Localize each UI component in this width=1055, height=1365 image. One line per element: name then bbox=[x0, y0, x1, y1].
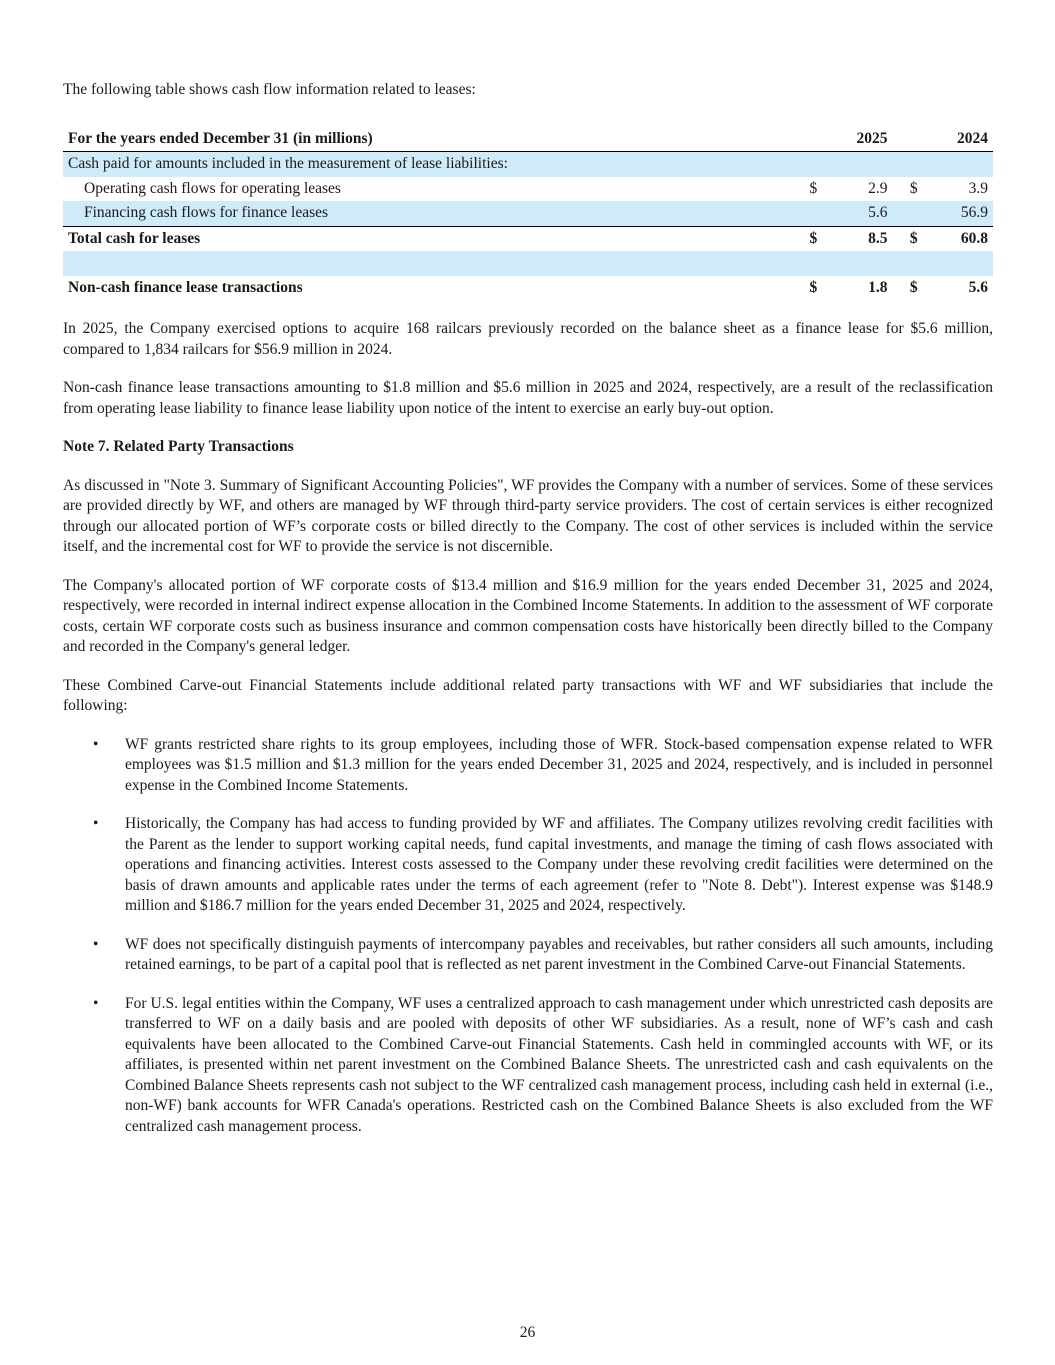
list-item bbox=[63, 814, 993, 917]
value-2024: 3.9 bbox=[968, 179, 988, 197]
paragraph-noncash: Non-cash finance lease transactions amounting to $1.8 million and $5.6 million in 2025 and 2024, respectively, are a result of the reclassification from operating lease liability to finance lease liability upon notice of the intent to exercise an early buy-out option. bbox=[63, 379, 993, 417]
lease-cash-flow-table bbox=[63, 127, 993, 301]
bullet-icon: • bbox=[93, 735, 99, 753]
section-label: Cash paid for amounts included in the measurement of lease liabilities: bbox=[63, 152, 993, 177]
table-header-row bbox=[63, 127, 993, 152]
list-item-text: WF grants restricted share rights to its group employees, including those of WFR. Stock-based compensation expense related to WFR employees was $1.5 million and $1.3 million for the years ended December 31, 2025 and 2024, respectively, and is included in personnel expense in the Combined Income Statements. bbox=[125, 735, 993, 794]
list-item bbox=[63, 735, 993, 797]
noncash-2025: 1.8 bbox=[868, 278, 888, 296]
bullet-icon: • bbox=[93, 994, 99, 1012]
paragraph-railcars: In 2025, the Company exercised options to acquire 168 railcars previously recorded on the balance sheet as a finance lease for $5.6 million, compared to 1,834 railcars for $56.9 million in 2024. bbox=[63, 320, 993, 358]
currency-symbol: $ bbox=[809, 179, 818, 197]
table-row bbox=[63, 177, 993, 202]
page-number: 26 bbox=[519, 1324, 536, 1341]
total-label: Total cash for leases bbox=[63, 226, 792, 251]
paragraph-related-party: These Combined Carve-out Financial Statements include additional related party transactions with WF and WF subsidiaries that include the following: bbox=[63, 676, 993, 714]
paragraph-corporate-costs: The Company's allocated portion of WF corporate costs of $13.4 million and $16.9 million for the years ended December 31, 2025 and 2024, respectively, were recorded in internal indirect expense allocation in the Combined Income Statements. In addition to the assessment of WF corporate costs, certain WF corporate costs such as business insurance and common compensation costs have historically been directly billed to the Company and recorded in the Company's general ledger. bbox=[63, 576, 993, 655]
table-section-row bbox=[63, 152, 993, 177]
value-2024: 56.9 bbox=[923, 201, 993, 226]
paragraph-services: As discussed in "Note 3. Summary of Significant Accounting Policies", WF provides the Company with a number of services. Some of these services are provided directly by WF, and others are managed by WF through third-party service providers. The cost of certain services is either recognized through our allocated portion of WF’s corporate costs or billed directly to the Company. The cost of other services is included within the service itself, and the incremental cost for WF to provide the service is not discernible. bbox=[63, 476, 993, 555]
row-label: Financing cash flows for finance leases bbox=[63, 201, 792, 226]
list-item-text: Historically, the Company has had access to funding provided by WF and affiliates. The Company utilizes revolving credit facilities with the Parent as the lender to support working capital needs, fund capital investments, and manage the timing of cash flows associated with operations and financing activities. Interest costs assessed to the Company under these revolving credit facilities were determined on the basis of drawn amounts and applicable rates under the terms of each agreement (refer to "Note 8. Debt"). Interest expense was $148.9 million and $186.7 million for the years ended December 31, 2025 and 2024, respectively. bbox=[125, 815, 993, 914]
total-2024: 60.8 bbox=[923, 226, 993, 251]
header-year-2025: 2025 bbox=[822, 127, 892, 152]
noncash-label: Non-cash finance lease transactions bbox=[68, 278, 303, 296]
section-heading: Note 7. Related Party Transactions bbox=[63, 438, 294, 455]
list-item bbox=[63, 935, 993, 976]
currency-symbol: $ bbox=[909, 278, 918, 296]
noncash-2024: 5.6 bbox=[968, 278, 988, 296]
list-item-text: WF does not specifically distinguish payments of intercompany payables and receivables, but rather considers all such amounts, including retained earnings, to be part of a capital pool that is reflected as net parent investment in the Combined Carve-out Financial Statements. bbox=[125, 935, 993, 973]
currency-symbol bbox=[893, 201, 923, 226]
value-2025: 2.9 bbox=[868, 179, 888, 197]
bullet-icon: • bbox=[93, 815, 99, 832]
value-2025: 5.6 bbox=[822, 201, 892, 226]
bullet-list bbox=[63, 735, 993, 1138]
currency-symbol: $ bbox=[809, 278, 818, 296]
document-page bbox=[63, 80, 993, 1155]
list-item-text: For U.S. legal entities within the Company, WF uses a centralized approach to cash management under which unrestricted cash deposits are transferred to WF on a daily basis and are pooled with deposits of other WF subsidiaries. As a result, none of WF’s cash and cash equivalents have been allocated to the Combined Carve-out Financial Statements. Cash held in commingled accounts with WF, or its affiliates, is presented within net parent investment on the Combined Balance Sheets. The unrestricted cash and cash equivalents on the Combined Balance Sheets represents cash not subject to the WF centralized cash management process, including cash held in external (i.e., non-WF) bank accounts for WFR Canada's operations. Restricted cash on the Combined Balance Sheets is also excluded from the WF centralized cash management process. bbox=[125, 994, 993, 1135]
currency-symbol: $ bbox=[792, 226, 822, 251]
table-row bbox=[63, 201, 993, 226]
header-year-2024: 2024 bbox=[923, 127, 993, 152]
currency-symbol: $ bbox=[893, 226, 923, 251]
total-2025: 8.5 bbox=[822, 226, 892, 251]
currency-symbol bbox=[792, 201, 822, 226]
table-spacer-row bbox=[63, 251, 993, 276]
table-intro: The following table shows cash flow information related to leases: bbox=[63, 81, 476, 98]
row-label: Operating cash flows for operating leases bbox=[84, 179, 341, 197]
table-total-row bbox=[63, 226, 993, 251]
table-noncash-row bbox=[63, 276, 993, 301]
header-label: For the years ended December 31 (in millions) bbox=[63, 127, 792, 152]
currency-symbol: $ bbox=[909, 179, 918, 197]
list-item bbox=[63, 994, 993, 1138]
bullet-icon: • bbox=[93, 935, 99, 953]
